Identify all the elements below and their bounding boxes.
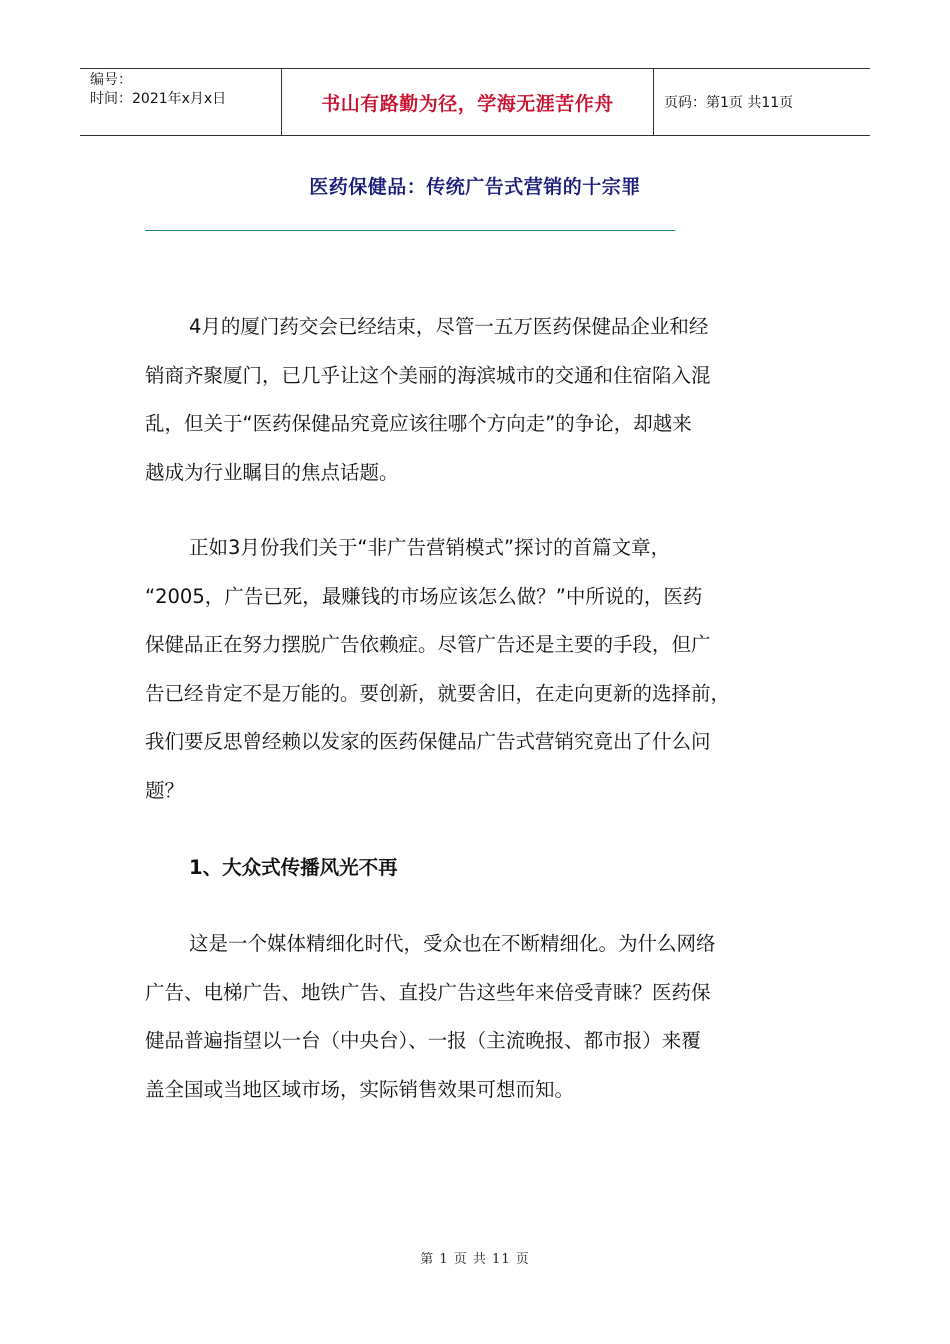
header-meta-cell (80, 69, 282, 135)
body-paragraph: 4月的厦门药交会已经结束，尽管一五万医药保健品企业和经 销商齐聚厦门，已几乎让这个美丽的海滨城市的交通和住宿陷入混 乱，但关于“医药保健品究竟应该往哪个方向走”的争论，却越来 越成为行业瞩目的焦点话题。 (145, 315, 711, 484)
header-time-label: 时间：2021年x月x日 (90, 91, 227, 107)
section-paragraph: 这是一个媒体精细化时代，受众也在不断精细化。为什么网络 广告、电梯广告、地铁广告、直投广告这些年来倍受青睐？医药保 健品普遍指望以一台（中央台）、一报（主流晚报、都市报）来覆 盖全国或当地区域市场，实际销售效果可想而知。 (145, 932, 716, 1101)
body-paragraph: 正如3月份我们关于“非广告营销模式”探讨的首篇文章， “2005，广告已死，最赚钱的市场应该怎么做？”中所说的，医药 保健品正在努力摆脱广告依赖症。尽管广告还是主要的手段，但广 告已经肯定不是万能的。要创新，就要舍旧，在走向更新的选择前， 我们要反思曾经赖以发家的医药保健品广告式营销究竟出了什么问 题？ (145, 536, 731, 802)
document-header-table (80, 68, 870, 136)
header-motto: 书山有路勤为径，学海无涯苦作舟 (282, 69, 654, 135)
section-heading: 1、大众式传播风光不再 (189, 856, 398, 879)
header-page-info: 页码：第1页 共11页 (664, 95, 794, 111)
page-footer: 第 1 页 共 11 页 (420, 1252, 530, 1267)
header-number-label: 编号： (90, 72, 132, 88)
title-divider (145, 230, 675, 231)
document-title: 医药保健品：传统广告式营销的十宗罪 (309, 176, 641, 198)
